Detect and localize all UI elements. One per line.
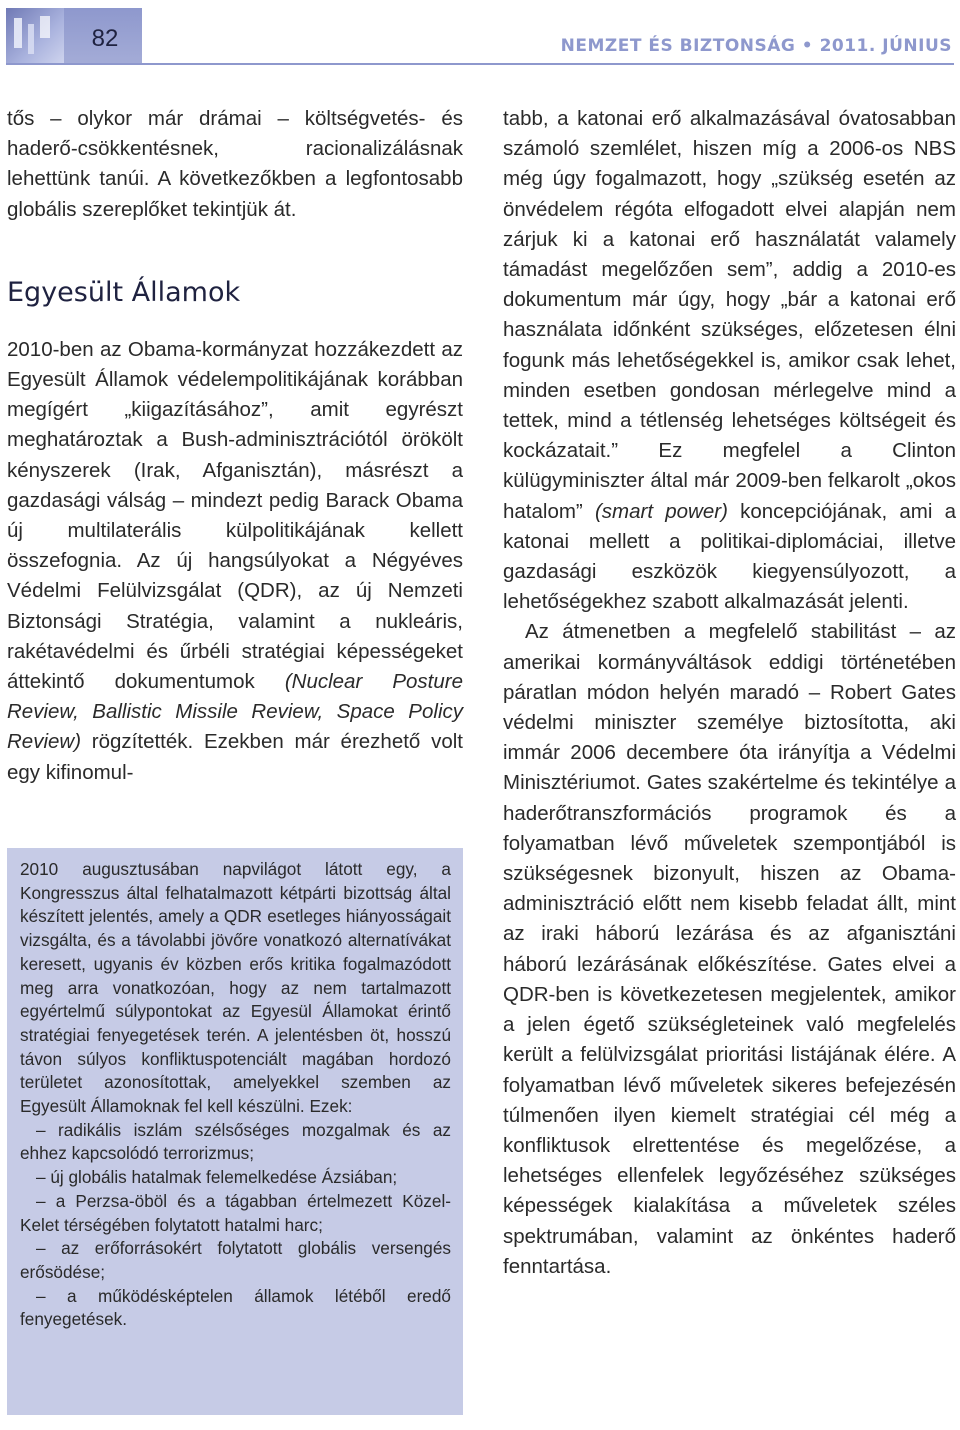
page-number: 82 [91, 25, 119, 52]
sidebar-text: 2010 augusztusában napvilágot látott egy, a Kongresszus által felhatalmazott kétpárti bizottság által készített jelentés, amely a QDR esetleges hiányosságait vizsgálta, és a távolabbi jövőre vonatkozó alternatívákat keresett, ugyanis év közben erős kritika fogalmazódott meg arra vonatkozóan, hogy az nem tartalmazott egyértelmű súlypontokat az Egyesül Államokat érintő stratégiai fenyegetések terén. A jelentésben öt, hosszú távon súlyos konfliktuspotenciált magában hordozó területet azonosítottak, amelyekkel szemben az Egyesült Államoknak fel kell készülni. Ezek: [20, 859, 451, 1117]
right-column [503, 104, 956, 1282]
sidebar-list-item: – az erőforrásokért folytatott globális versengés erősödése; [20, 1238, 451, 1282]
running-title: NEMZET ÉS BIZTONSÁG • 2011. JÚNIUS [560, 36, 952, 56]
header-divider [6, 63, 954, 65]
body-paragraph [7, 335, 463, 788]
logo-mark-icon [6, 8, 64, 64]
sidebar-list-item: – új globális hatalmak felemelkedése Ázsiában; [36, 1167, 398, 1188]
left-column [7, 104, 463, 788]
body-text-end: rögzítették. Ezekben már érezhető volt egy kifinomul- [7, 730, 463, 784]
right-paragraph-1 [503, 104, 956, 617]
section-heading: Egyesült Államok [7, 276, 241, 308]
body-italic-text: (Nuclear Posture Review, Ballistic Missile Review, Space Policy Review) [7, 670, 464, 754]
right-text: tabb, a katonai erő alkalmazásával óvatosabban számoló szemlélet, hiszen míg a 2006-os NBS még úgy fogalmazott, hogy „szükség esetén az önvédelem régóta elfogadott elvei alapján nem zárjuk ki a katonai erő használatát valamely támadást megelőzően sem”, addig a 2010-es dokumentum már úgy, hogy „bár a katonai erő használata időnként szükséges, előzetesen élni fogunk más lehetőségekkel is, amikor csak lehet, minden esetben gondosan mérlegelve mind a tettek, mind a tétlenség lehetséges költségeit és kockázatait.” Ez megfelel a Clinton külügyminiszter által már 2009-ben felkarolt „okos hatalom” [503, 107, 956, 523]
page-header [0, 0, 960, 66]
sidebar-list-item: – a működésképtelen államok létéből eredő fenyegetések. [20, 1285, 451, 1330]
journal-logo [6, 8, 142, 64]
intro-paragraph: tős – olykor már drámai – költségvetés- és haderő-csökkentésnek, racionalizálásnak lehettünk tanúi. A következőkben a legfontosabb globális szereplőket tekintjük át. [7, 107, 463, 221]
body-text: 2010-ben az Obama-kormányzat hozzákezdett az Egyesült Államok védelempolitikájának korábban megígért „kiigazításához”, amit egyrészt meghatároztak a Bush-adminisztrációtól örökölt kényszerek (Irak, Afganisztán), másrészt a gazdasági válság – mindezt pedig Barack Obama új multilaterális külpolitikájának kellett összefognia. Az új hangsúlyokat a Négyéves Védelmi Felülvizsgálat (QDR), az új Nemzeti Biztonsági Stratégia, valamint a nukleáris, rakétavédelmi és űrbéli stratégiai képességeket áttekintő dokumentumok [7, 337, 463, 694]
sidebar-list-item: – radikális iszlám szélsőséges mozgalmak és az ehhez kapcsolódó terrorizmus; [20, 1119, 451, 1164]
sidebar-list-item: – a Perzsa-öböl és a tágabban értelmezett Közel-Kelet térségében folytatott hatalmi harc; [20, 1190, 451, 1235]
right-text-end: koncepciójának, ami a katonai mellett a politikai-diplomáciai, illetve gazdasági eszközök kiegyensúlyozott, a lehetőségekhez szabott alkalmazását jelenti. [503, 499, 956, 614]
sidebar-box [7, 848, 463, 1415]
right-italic-text: (smart power) [594, 499, 728, 523]
right-paragraph-2: Az átmenetben a megfelelő stabilitást – az amerikai kormányváltások eddigi történetében páratlan módon helyén maradó – Robert Gates védelmi miniszter személye biztosította, aki immár 2006 decembere óta irányítja a Védelmi Minisztériumot. Gates szakértelme és tekintélye a haderőtranszformációs programok és a folyamatban lévő műveletek szempontjából is szükségesnek bizonyult, hiszen az Obama-adminisztráció előtt nem kisebb feladat állt, mint az iraki háború lezárása és az afganisztáni háború lezárásának előkészítése. Gates elvei a QDR-ben is következetesen megjelentek, amikor a jelen égető szükségleteinek való megfelelés került a felülvizsgálat prioritási listájának élére. A folyamatban lévő műveletek sikeres befejezésén túlmenően ilyen kiemelt stratégiai cél még a konfliktusok elrettentése és megelőzése, a lehetséges ellenfelek legyőzéséhez szükséges képességek kialakítása a műveletek széles spektrumában, valamint az önkéntes haderő fenntartása. [503, 620, 956, 1278]
